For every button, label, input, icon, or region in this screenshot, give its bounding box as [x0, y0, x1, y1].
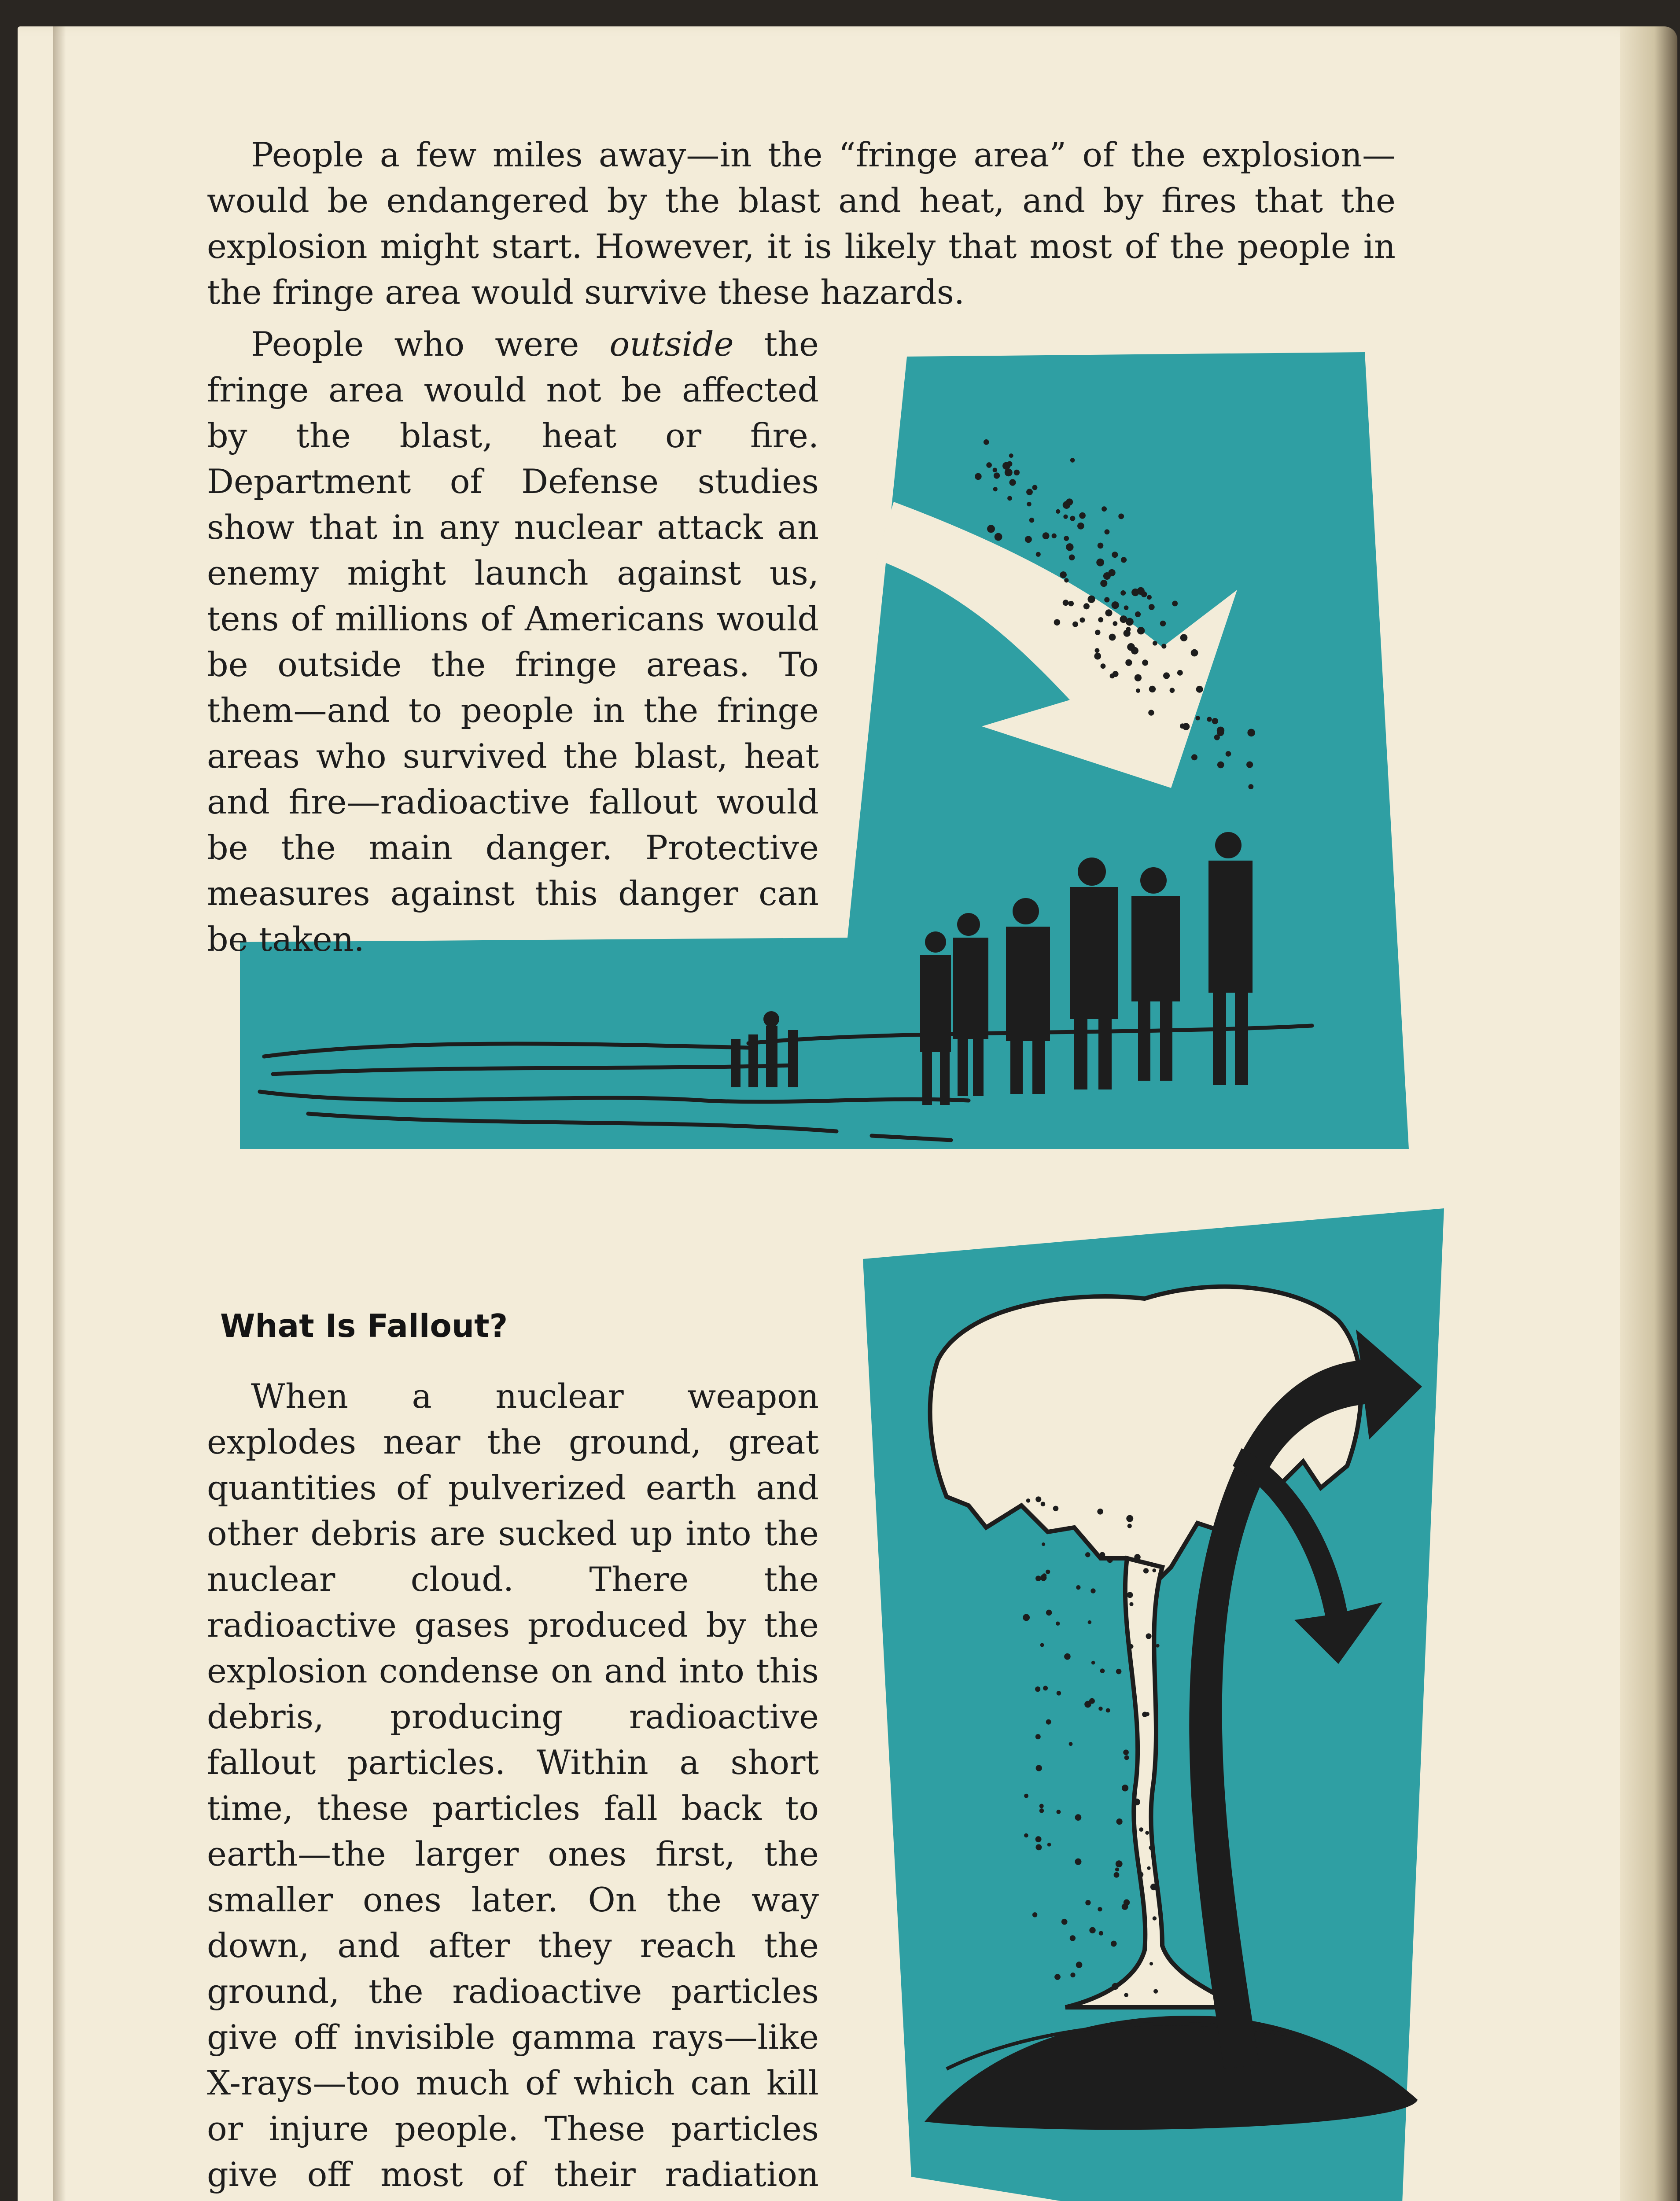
particle-dot — [1087, 596, 1095, 603]
particle-dot — [1098, 543, 1104, 549]
particle-dot — [1083, 603, 1090, 609]
particle-dot — [975, 473, 982, 480]
particle-dot — [1207, 717, 1212, 721]
particle-dot — [1024, 1794, 1028, 1798]
particle-dot — [1091, 1661, 1095, 1665]
particle-dot — [1116, 1669, 1121, 1674]
particle-dot — [1035, 1575, 1041, 1581]
particle-dot — [1104, 597, 1109, 602]
particle-dot — [1180, 634, 1188, 641]
particle-dot — [1039, 1808, 1044, 1813]
particle-dot — [1066, 543, 1073, 551]
particle-dot — [1163, 672, 1170, 679]
particle-dot — [1097, 1509, 1103, 1515]
particle-dot — [1046, 1570, 1050, 1574]
particle-dot — [1091, 1588, 1095, 1593]
particle-dot — [1125, 659, 1132, 666]
particle-dot — [1150, 1884, 1157, 1890]
particle-dot — [1102, 506, 1107, 512]
particle-dot — [986, 462, 992, 468]
particle-dot — [1054, 1974, 1061, 1980]
particle-dot — [1069, 554, 1075, 560]
particle-dot — [1149, 1845, 1153, 1850]
particle-dot — [1143, 1568, 1149, 1573]
particle-dot — [1046, 1610, 1052, 1616]
particle-dot — [1085, 1552, 1091, 1557]
particle-dot — [1036, 552, 1041, 557]
particle-dot — [1100, 1668, 1105, 1673]
particle-dot — [1137, 627, 1145, 634]
particle-dot — [1172, 601, 1178, 607]
particle-dot — [1138, 1872, 1143, 1877]
particle-dot — [1108, 569, 1115, 576]
paragraph-2-start: People who were — [251, 324, 610, 364]
particle-dot — [1023, 1614, 1030, 1621]
particle-dot — [1226, 751, 1231, 757]
particle-dot — [1025, 536, 1032, 543]
particle-dot — [1120, 615, 1127, 623]
particle-dot — [1217, 762, 1224, 769]
particle-dot — [1246, 761, 1253, 768]
particle-dot — [1170, 688, 1175, 693]
particle-dot — [1135, 674, 1142, 681]
particle-dot — [1183, 723, 1190, 730]
particle-dot — [1029, 518, 1035, 523]
particle-dot — [1047, 1843, 1051, 1847]
paragraph-fringe-area: People a few miles away—in the “fringe area” of the explosion—would be endangered by the blast and heat, and by fires that the explosion might start. However, it is likely that most of the people in the fringe area would survive these hazards. — [207, 135, 1396, 312]
particle-dot — [987, 525, 995, 533]
particle-dot — [1122, 1785, 1128, 1791]
particle-dot — [1070, 516, 1075, 521]
particle-dot — [1043, 1686, 1048, 1691]
paragraph-outside-fringe — [207, 321, 819, 962]
particle-dot — [1053, 1506, 1059, 1512]
particle-dot — [1076, 1585, 1080, 1590]
particle-dot — [1124, 1993, 1128, 1997]
particle-dot — [1014, 470, 1020, 475]
particle-dot — [1098, 1707, 1102, 1711]
particle-dot — [1161, 644, 1166, 648]
particle-dot — [1116, 1818, 1122, 1825]
particle-dot — [1002, 462, 1010, 470]
particle-dot — [1118, 513, 1124, 519]
particle-dot — [1147, 1866, 1150, 1870]
particle-dot — [1146, 1633, 1152, 1639]
particle-dot — [1113, 621, 1117, 626]
particle-dot — [1064, 536, 1069, 541]
particle-dot — [1106, 1708, 1110, 1712]
particle-dot — [1068, 601, 1074, 606]
particle-dot — [1027, 502, 1032, 507]
particle-dot — [1063, 515, 1068, 519]
particle-dot — [1095, 629, 1100, 635]
particle-dot — [1075, 1814, 1082, 1821]
particle-dot — [1115, 1867, 1119, 1871]
particle-dot — [1069, 1742, 1073, 1746]
particle-dot — [1056, 1622, 1060, 1626]
particle-dot — [1041, 1502, 1046, 1507]
particle-dot — [1026, 1498, 1030, 1502]
particle-dot — [1142, 659, 1148, 666]
particle-dot — [1054, 619, 1060, 625]
particle-dot — [1042, 1542, 1045, 1546]
particle-dot — [1217, 729, 1224, 736]
particle-dot — [1139, 1827, 1143, 1832]
particle-dot — [1105, 609, 1112, 616]
particle-dot — [1177, 670, 1183, 676]
particle-dot — [1098, 617, 1103, 622]
particle-dot — [1116, 1860, 1123, 1867]
particle-dot — [1107, 1557, 1113, 1563]
particle-dot — [1040, 1643, 1044, 1647]
particle-dot — [1089, 1927, 1095, 1933]
particle-dot — [1043, 532, 1050, 539]
particle-dot — [1063, 501, 1071, 509]
particle-dot — [1137, 587, 1144, 595]
particle-dot — [1121, 557, 1127, 563]
particle-dot — [1026, 489, 1033, 495]
particle-dot — [1035, 1734, 1041, 1739]
particle-dot — [1057, 1691, 1061, 1695]
particle-dot — [1079, 617, 1085, 622]
particle-dot — [1136, 688, 1140, 693]
particle-dot — [1126, 627, 1131, 632]
particle-dot — [1135, 611, 1141, 617]
particle-dot — [994, 472, 1000, 478]
particle-dot — [995, 533, 1002, 541]
particle-dot — [1099, 1552, 1105, 1558]
particle-dot — [1160, 621, 1166, 626]
particle-dot — [1112, 601, 1119, 609]
particle-dot — [993, 467, 998, 472]
particle-dot — [1098, 1907, 1102, 1911]
particle-dot — [1147, 595, 1152, 600]
particle-dot — [1149, 604, 1155, 610]
particle-dot — [1024, 1833, 1028, 1838]
particle-dot — [1110, 674, 1115, 678]
particle-dot — [1129, 1644, 1134, 1649]
particle-dot — [1126, 1515, 1133, 1522]
section-heading: What Is Fallout? — [220, 1307, 508, 1344]
particle-dot — [1095, 648, 1100, 653]
particle-dot — [1196, 686, 1203, 693]
particle-dot — [1100, 580, 1107, 587]
particle-dot — [1114, 1872, 1120, 1878]
particle-dot — [1064, 1653, 1071, 1660]
particle-dot — [993, 487, 998, 491]
particle-dot — [1133, 1799, 1140, 1806]
particle-dot — [1079, 512, 1086, 519]
particle-dot — [1099, 1931, 1103, 1935]
particle-dot — [1032, 1912, 1037, 1917]
particle-dot — [1032, 485, 1038, 490]
particle-dot — [1247, 729, 1255, 737]
particle-dot — [1120, 590, 1126, 596]
particle-dot — [1124, 1755, 1129, 1760]
mushroom-cloud-illustration — [863, 1208, 1444, 2201]
particle-dot — [1124, 605, 1129, 610]
particle-dot — [1035, 1836, 1042, 1842]
particle-dot — [1084, 1701, 1091, 1708]
particle-dot — [1127, 1592, 1133, 1598]
particle-dot — [1076, 1962, 1083, 1968]
particle-dot — [1075, 1859, 1081, 1865]
particle-dot — [1101, 663, 1106, 669]
particle-dot — [1149, 1962, 1153, 1965]
particle-dot — [1124, 1588, 1127, 1592]
particle-dot — [1248, 784, 1253, 789]
particle-dot — [1085, 1900, 1091, 1905]
particle-dot — [1146, 1712, 1149, 1716]
particle-dot — [1191, 649, 1198, 657]
particle-dot — [1104, 529, 1109, 534]
particle-dot — [1112, 1983, 1118, 1990]
particle-dot — [1111, 1941, 1117, 1947]
particle-dot — [1129, 1602, 1133, 1606]
particle-dot — [1009, 453, 1013, 458]
particle-dot — [1035, 1686, 1040, 1692]
particle-dot — [1191, 754, 1197, 760]
particle-dot — [1061, 1919, 1068, 1925]
particle-dot — [1035, 1844, 1042, 1850]
particle-dot — [1112, 552, 1118, 558]
particle-dot — [1036, 1765, 1042, 1771]
particle-dot — [1088, 1620, 1092, 1624]
particle-dot — [1123, 1749, 1129, 1755]
particle-dot — [1070, 1973, 1075, 1977]
particle-dot — [1096, 559, 1104, 567]
particle-dot — [1153, 1989, 1158, 1994]
particle-dot — [1094, 653, 1101, 660]
particle-dot — [1009, 479, 1016, 486]
particle-dot — [1195, 716, 1200, 720]
particle-dot — [1072, 622, 1078, 627]
particle-dot — [1042, 1573, 1046, 1578]
particle-dot — [1152, 1568, 1156, 1572]
particle-dot — [1153, 1916, 1157, 1920]
particle-dot — [1056, 1810, 1061, 1814]
particle-dot — [984, 439, 989, 445]
particle-dot — [1007, 496, 1012, 501]
particle-dot — [1212, 718, 1218, 724]
particle-dot — [1127, 1524, 1132, 1528]
particle-dot — [1070, 1935, 1076, 1941]
particle-dot — [1124, 1899, 1130, 1906]
paragraph-what-is-fallout: When a nuclear weapon explodes near the ground, great quantities of pulverized earth and other debris are sucked up into the nuclear cloud. There the radioactive gases produced by the explosion condense on and into this debris, producing radioactive fallout particles. Within a short time, these particles fall back to earth—the larger ones first, the smaller ones later. On the way down, and after they reach the ground, the radioactive particles give off invisible gamma rays—like X-rays—too much of which can kill or injure people. These particles give off most of their radiation — [207, 1377, 819, 2194]
paragraph-2-end: the fringe area would not be affected by the blast, heat or fire. Department of Defense studies show that in any nuclear attack an enemy might launch against us, tens of millions of Americans would be outside the fringe areas. To them—and to people in the fringe areas who survived the blast, heat and fire—radioactive fallout would be the main danger. Protective measures against this danger can be taken. — [207, 324, 819, 959]
particle-dot — [1039, 1804, 1044, 1808]
particle-dot — [1056, 509, 1060, 514]
particle-dot — [1145, 1831, 1149, 1835]
particle-dot — [1077, 523, 1084, 530]
particle-dot — [1052, 534, 1057, 538]
particle-dot — [1035, 1496, 1041, 1502]
particle-dot — [1131, 647, 1138, 655]
particle-dot — [1064, 578, 1068, 582]
particle-dot — [1109, 634, 1116, 641]
particle-dot — [1070, 458, 1075, 463]
particle-dot — [1148, 710, 1154, 715]
particle-dot — [1060, 571, 1067, 578]
particle-dot — [1046, 1719, 1051, 1725]
particle-dot — [1153, 641, 1157, 646]
emphasis-outside: outside — [609, 324, 734, 364]
particle-dot — [1156, 1644, 1160, 1648]
particle-dot — [1063, 600, 1069, 606]
particle-dot — [1134, 1554, 1140, 1560]
particle-dot — [1149, 686, 1156, 692]
